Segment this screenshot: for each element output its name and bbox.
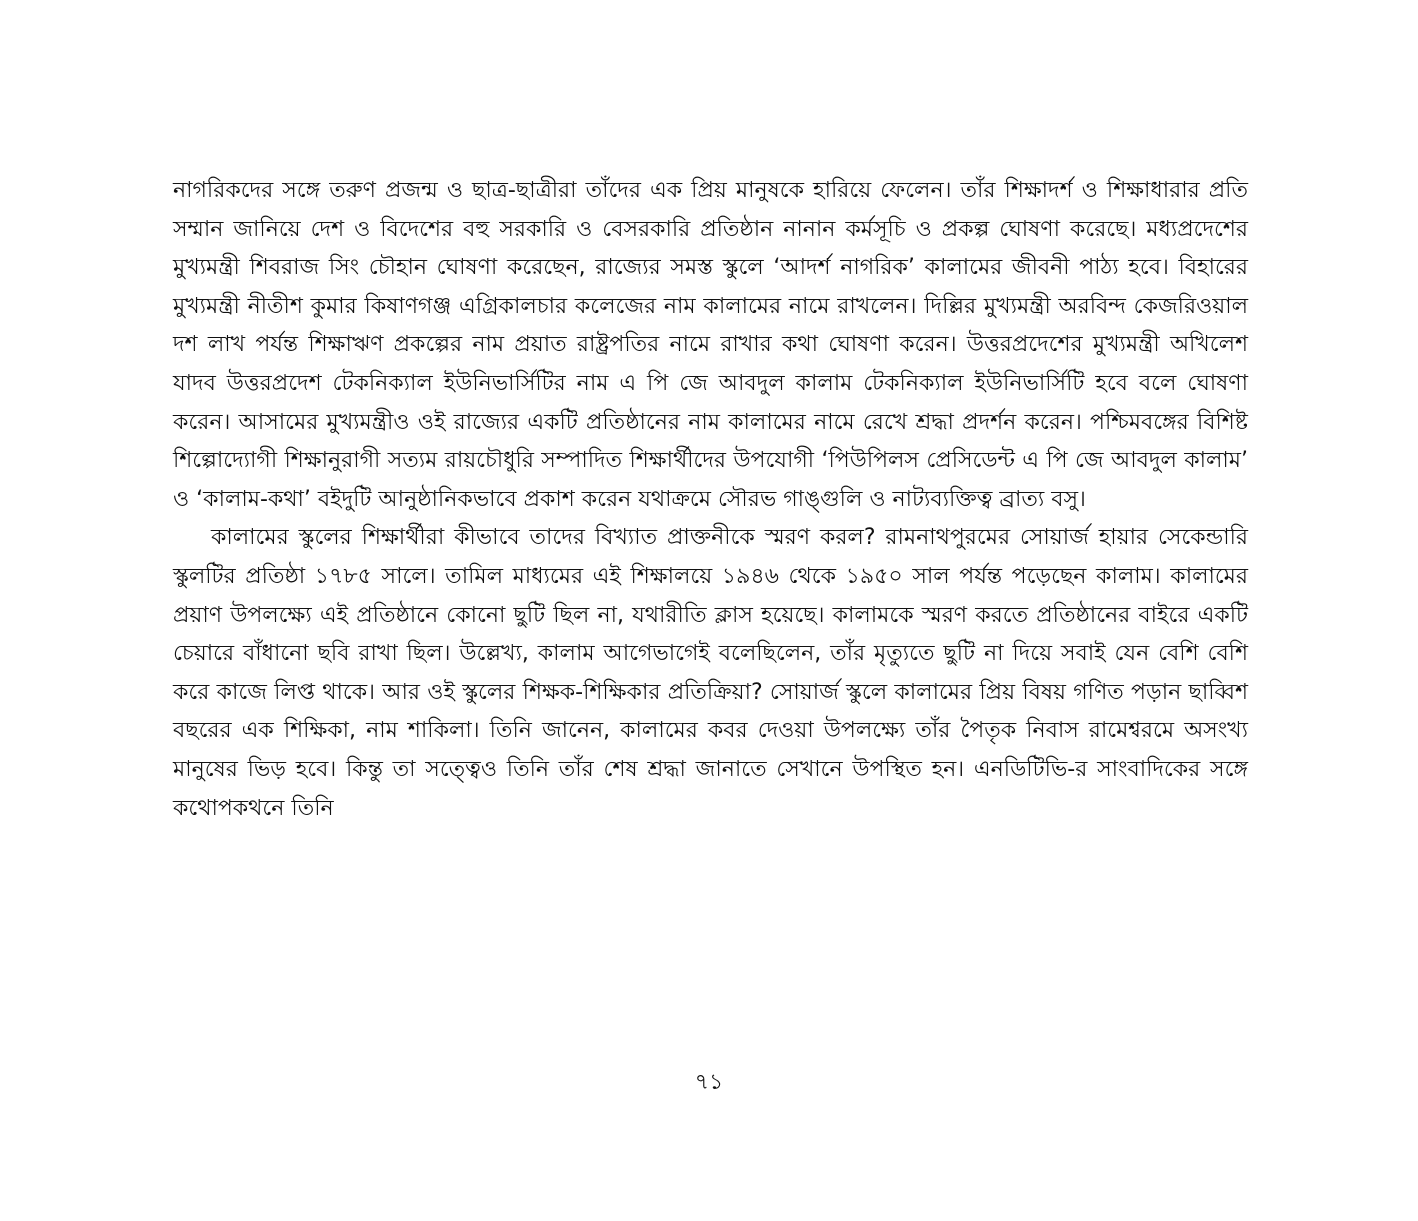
paragraph-tributes: নাগরিকদের সঙ্গে তরুণ প্রজন্ম ও ছাত্র-ছাত্রীরা তাঁদের এক প্রিয় মানুষকে হারিয়ে ফেলেন। তাঁর শিক্ষাদর্শ ও শিক্ষাধারার প্রতি সম্মান জানিয়ে দেশ ও বিদেশের বহু সরকারি ও বেসরকারি প্রতিষ্ঠান নানান কর্মসূচি ও প্রকল্প ঘোষণা করেছে। মধ্যপ্রদেশের মুখ্যমন্ত্রী শিবরাজ সিং চৌহান ঘোষণা করেছেন, রাজ্যের সমস্ত স্কুলে ‘আদর্শ নাগরিক’ কালামের জীবনী পাঠ্য হবে। বিহারের মুখ্যমন্ত্রী নীতীশ কুমার কিষাণগঞ্জ এগ্রিকালচার কলেজের নাম কালামের নামে রাখলেন। দিল্লির মুখ্যমন্ত্রী অরবিন্দ কেজরিওয়াল দশ লাখ পর্যন্ত শিক্ষাঋণ প্রকল্পের নাম প্রয়াত রাষ্ট্রপতির নামে রাখার কথা ঘোষণা করেন। উত্তরপ্রদেশের মুখ্যমন্ত্রী অখিলেশ যাদব উত্তরপ্রদেশ টেকনিক্যাল ইউনিভার্সিটির নাম এ পি জে আবদুল কালাম টেকনিক্যাল ইউনিভার্সিটি হবে বলে ঘোষণা করেন। আসামের মুখ্যমন্ত্রীও ওই রাজ্যের একটি প্রতিষ্ঠানের নাম কালামের নামে রেখে শ্রদ্ধা প্রদর্শন করেন। পশ্চিমবঙ্গের বিশিষ্ট শিল্পোদ্যোগী শিক্ষানুরাগী সত্যম রায়চৌধুরি সম্পাদিত শিক্ষার্থীদের উপযোগী ‘পিউপিলস প্রেসিডেন্ট এ পি জে আবদুল কালাম’ ও ‘কালাম-কথা’ বইদুটি আনুষ্ঠানিকভাবে প্রকাশ করেন যথাক্রমে সৌরভ গাঙ্গুলি ও নাট্যব্যক্তিত্ব ব্রাত্য বসু।: [173, 178, 1248, 512]
body-text: [173, 172, 1248, 828]
page-number: ৭১: [694, 1070, 724, 1095]
paragraph-school-remembrance: কালামের স্কুলের শিক্ষার্থীরা কীভাবে তাদের বিখ্যাত প্রাক্তনীকে স্মরণ করল? রামনাথপুরমের সোয়ার্জ হায়ার সেকেন্ডারি স্কুলটির প্রতিষ্ঠা ১৭৮৫ সালে। তামিল মাধ্যমের এই শিক্ষালয়ে ১৯৪৬ থেকে ১৯৫০ সাল পর্যন্ত পড়েছেন কালাম। কালামের প্রয়াণ উপলক্ষ্যে এই প্রতিষ্ঠানে কোনো ছুটি ছিল না, যথারীতি ক্লাস হয়েছে। কালামকে স্মরণ করতে প্রতিষ্ঠানের বাইরে একটি চেয়ারে বাঁধানো ছবি রাখা ছিল। উল্লেখ্য, কালাম আগেভাগেই বলেছিলেন, তাঁর মৃত্যুতে ছুটি না দিয়ে সবাই যেন বেশি বেশি করে কাজে লিপ্ত থাকে। আর ওই স্কুলের শিক্ষক-শিক্ষিকার প্রতিক্রিয়া? সোয়ার্জ স্কুলে কালামের প্রিয় বিষয় গণিত পড়ান ছাব্বিশ বছরের এক শিক্ষিকা, নাম শাকিলা। তিনি জানেন, কালামের কবর দেওয়া উপলক্ষ্যে তাঁর পৈতৃক নিবাস রামেশ্বরমে অসংখ্য মানুষের ভিড় হবে। কিন্তু তা সত্ত্বেও তিনি তাঁর শেষ শ্রদ্ধা জানাতে সেখানে উপস্থিত হন। এনডিটিভি-র সাংবাদিকের সঙ্গে কথোপকথনে তিনি: [173, 525, 1248, 821]
